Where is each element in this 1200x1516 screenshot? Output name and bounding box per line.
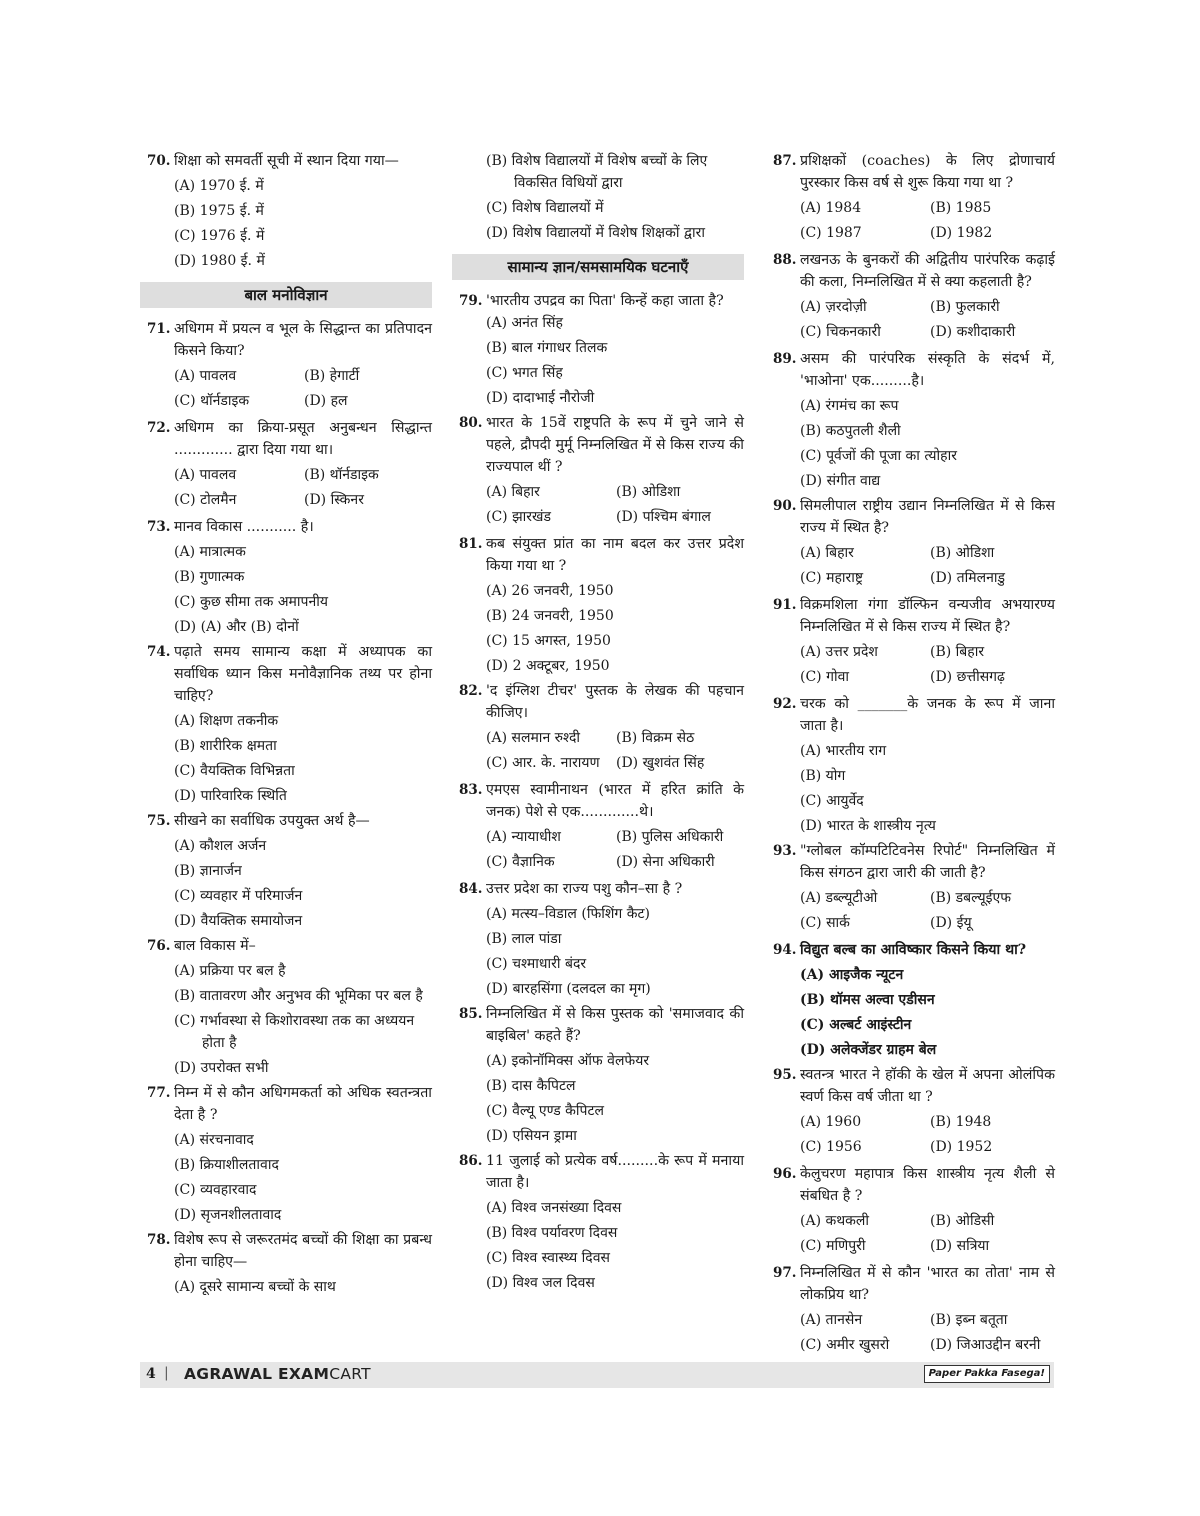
option-c[interactable]: (C) 1956 [800, 1139, 862, 1155]
option-c[interactable]: (C) चिकनकारी [800, 324, 881, 340]
option-b[interactable]: (B) थॉमस अल्वा एडीसन [800, 992, 935, 1008]
option-a[interactable]: (A) ज़रदोज़ी [800, 299, 867, 315]
section-heading: सामान्य ज्ञान/समसामयिक घटनाएँ [452, 254, 744, 280]
option-c[interactable]: (C) 1976 ई. में [174, 228, 265, 244]
question-96: 96. केलुचरण महापात्र किस शास्त्रीय नृत्य शैली से संबधित है ? (A) कथकली (B) ओडिसी (C) मणिपुरी (D) सत्रिया [766, 1163, 1055, 1260]
option-d[interactable]: (D) 1982 [930, 225, 993, 241]
option-d[interactable]: (D) ईयू [930, 915, 972, 931]
option-d[interactable]: (D) (A) और (B) दोनों [174, 619, 299, 635]
option-c[interactable]: (C) आर. के. नारायण [486, 755, 600, 771]
option-a[interactable]: (A) 1970 ई. में [174, 178, 264, 194]
options [800, 395, 1055, 492]
option-a[interactable]: (A) उत्तर प्रदेश [800, 644, 878, 660]
option-a[interactable]: (A) प्रक्रिया पर बल है [174, 963, 286, 979]
option-d[interactable]: (D) 1952 [930, 1139, 993, 1155]
question-page [140, 150, 1055, 1353]
options [486, 312, 744, 409]
option-a[interactable]: (A) न्यायाधीश [486, 829, 561, 845]
footer-separator: | [164, 1365, 169, 1381]
option-a[interactable]: (A) रंगमंच का रूप [800, 398, 899, 414]
option-a[interactable]: (A) मात्रात्मक [174, 544, 246, 560]
page-number: 4 [146, 1366, 156, 1382]
option-c[interactable]: (C) मणिपुरी [800, 1238, 866, 1254]
question-71: 71. अधिगम में प्रयत्न व भूल के सिद्धान्त का प्रतिपादन किसने किया? (A) पावलव (B) हेगार्टी (C) थॉर्नडाइक (D) हल [140, 318, 432, 415]
option-c[interactable]: (C) विशेष विद्यालयों में [486, 200, 604, 216]
option-c[interactable]: (C) विश्व स्वास्थ्य दिवस [486, 1250, 610, 1266]
question-77: 77. निम्न में से कौन अधिगमकर्ता को अधिक स्वतन्त्रता देता है ? (A) संरचनावाद (B) क्रियाशीलतावाद (C) व्यवहारवाद (D) सृजनशीलतावाद [140, 1082, 432, 1226]
options [486, 1197, 744, 1294]
option-b[interactable]: (B) ओडिशा [616, 484, 681, 500]
question-78-continued [452, 150, 744, 244]
option-d[interactable]: (D) तमिलनाडु [930, 570, 1005, 586]
option-b[interactable]: (B) थॉर्नडाइक [304, 467, 379, 483]
option-c[interactable]: (C) चश्माधारी बंदर [486, 956, 587, 972]
options [486, 481, 744, 531]
option-a[interactable]: (A) इकोनॉमिक्स ऑफ वेलफेयर [486, 1053, 650, 1069]
options [486, 1050, 744, 1147]
option-c[interactable]: (C) महाराष्ट्र [800, 570, 864, 586]
options [800, 542, 1055, 592]
question-86: 86. 11 जुलाई को प्रत्येक वर्ष.........के रूप में मनाया जाता है। (A) विश्व जनसंख्या दिवस (B) विश्व पर्यावरण दिवस (C) विश्व स्वास्थ्य दिवस (D) विश्व जल दिवस [452, 1150, 744, 1294]
options [486, 727, 744, 777]
options [174, 175, 432, 272]
question-80: 80. भारत के 15वें राष्ट्रपति के रूप में चुने जाने से पहले, द्रौपदी मुर्मू निम्नलिखित में से किस राज्य की राज्यपाल थीं ? (A) बिहार (B) ओडिशा (C) झारखंड (D) पश्चिम बंगाल [452, 412, 744, 531]
option-b[interactable]: (B) 24 जनवरी, 1950 [486, 608, 614, 624]
column-2 [452, 150, 744, 1297]
options [174, 541, 432, 638]
option-b[interactable]: (B) 1948 [930, 1114, 992, 1130]
question-90: 90. सिमलीपाल राष्ट्रीय उद्यान निम्नलिखित में से किस राज्य में स्थित है? (A) बिहार (B) ओडिशा (C) महाराष्ट्र (D) तमिलनाडु [766, 495, 1055, 592]
option-a[interactable]: (A) शिक्षण तकनीक [174, 713, 279, 729]
option-a[interactable]: (A) पावलव [174, 368, 237, 384]
options [174, 365, 432, 415]
option-d[interactable]: (D) कशीदाकारी [930, 324, 1016, 340]
option-d[interactable]: (D) पश्चिम बंगाल [616, 509, 711, 525]
option-c[interactable]: (C) सार्क [800, 915, 850, 931]
options [800, 296, 1055, 346]
option-a[interactable]: (A) बिहार [486, 484, 540, 500]
options [800, 964, 1055, 1061]
question-70: 70. शिक्षा को समवर्ती सूची में स्थान दिया गया— (A) 1970 ई. में (B) 1975 ई. में (C) 1976 ई. में (D) 1980 ई. में [140, 150, 432, 272]
option-c[interactable]: (C) थॉर्नडाइक [174, 393, 250, 409]
option-c[interactable]: (C) वैयक्तिक विभिन्नता [174, 763, 295, 779]
option-d[interactable]: (D) पारिवारिक स्थिति [174, 788, 287, 804]
question-73: 73. मानव विकास ........... है। (A) मात्रात्मक (B) गुणात्मक (C) कुछ सीमा तक अमापनीय (D) (A) और (B) दोनों [140, 516, 432, 638]
option-a[interactable]: (A) दूसरे सामान्य बच्चों के साथ [174, 1279, 336, 1295]
tagline-badge: Paper Pakka Fasega! [924, 1365, 1050, 1383]
option-d[interactable]: (D) खुशवंत सिंह [616, 755, 705, 771]
option-b[interactable]: (B) दास कैपिटल [486, 1078, 576, 1094]
question-89: 89. असम की पारंपरिक संस्कृति के संदर्भ में, 'भाओना' एक.........है। (A) रंगमंच का रूप (B) कठपुतली शैली (C) पूर्वजों की पूजा का त्योहार (D) संगीत वाद्य [766, 348, 1055, 492]
option-b[interactable]: (B) हेगार्टी [304, 368, 360, 384]
option-d[interactable]: (D) सत्रिया [930, 1238, 990, 1254]
option-d[interactable]: (D) भारत के शास्त्रीय नृत्य [800, 818, 936, 834]
option-b[interactable]: (B) विक्रम सेठ [616, 730, 695, 746]
option-a[interactable]: (A) भारतीय राग [800, 743, 887, 759]
options [486, 903, 744, 1000]
option-b[interactable]: (B) 1985 [930, 200, 992, 216]
option-b[interactable]: (B) बाल गंगाधर तिलक [486, 340, 608, 356]
options [800, 197, 1055, 247]
option-d[interactable]: (D) 1980 ई. में [174, 253, 265, 269]
option-c[interactable]: (C) 1987 [800, 225, 862, 241]
option-d[interactable]: (D) संगीत वाद्य [800, 473, 881, 489]
option-d[interactable]: (D) सृजनशीलतावाद [174, 1207, 282, 1223]
option-b[interactable]: (B) वातावरण और अनुभव की भूमिका पर बल है [174, 988, 423, 1004]
option-c[interactable]: (C) अल्बर्ट आइंस्टीन [800, 1017, 912, 1033]
option-d[interactable]: (D) 2 अक्टूबर, 1950 [486, 658, 610, 674]
section-heading: बाल मनोविज्ञान [140, 282, 432, 308]
option-a[interactable]: (A) 1984 [800, 200, 862, 216]
options [486, 826, 744, 876]
option-a[interactable]: (A) बिहार [800, 545, 854, 561]
question-83: 83. एमएस स्वामीनाथन (भारत में हरित क्रांति के जनक) पेशे से एक.............थे। (A) न्यायाधीश (B) पुलिस अधिकारी (C) वैज्ञानिक (D) सेना अधिकारी [452, 779, 744, 876]
question-93: 93. "ग्लोबल कॉम्पटिटिवनेस रिपोर्ट" निम्नलिखित में किस संगठन द्वारा जारी की जाती है? (A) डब्ल्यूटीओ (B) डबल्यूईएफ (C) सार्क (D) ईयू [766, 840, 1055, 937]
option-b[interactable]: (B) शारीरिक क्षमता [174, 738, 277, 754]
option-c[interactable]: (C) वैज्ञानिक [486, 854, 555, 870]
option-c[interactable]: (C) पूर्वजों की पूजा का त्योहार [800, 448, 957, 464]
option-d[interactable]: (D) एसियन ड्रामा [486, 1128, 577, 1144]
option-c[interactable]: (C) व्यवहारवाद [174, 1182, 257, 1198]
option-d[interactable]: (D) सेना अधिकारी [616, 854, 715, 870]
question-87: 87. प्रशिक्षकों (coaches) के लिए द्रोणाचार्य पुरस्कार किस वर्ष से शुरू किया गया था ? (A) 1984 (B) 1985 (C) 1987 (D) 1982 [766, 150, 1055, 247]
brand-logo: AGRAWAL EXAMCART [184, 1365, 371, 1383]
option-a[interactable]: (A) कौशल अर्जन [174, 838, 267, 854]
column-3 [766, 150, 1055, 1361]
option-d[interactable]: (D) वैयक्तिक समायोजन [174, 913, 303, 929]
option-d[interactable]: (D) हल [304, 393, 348, 409]
question-92: 92. चरक को _______के जनक के रूप में जाना जाता है। (A) भारतीय राग (B) योग (C) आयुर्वेद (D) भारत के शास्त्रीय नृत्य [766, 693, 1055, 837]
question-85: 85. निम्नलिखित में से किस पुस्तक को 'समाजवाद की बाइबिल' कहते हैं? (A) इकोनॉमिक्स ऑफ वेलफेयर (B) दास कैपिटल (C) वैल्यू एण्ड कैपिटल (D) एसियन ड्रामा [452, 1003, 744, 1147]
option-c[interactable]: (C) टोलमैन [174, 492, 237, 508]
option-b[interactable]: (B) फुलकारी [930, 299, 1000, 315]
options [174, 1129, 432, 1226]
option-a[interactable]: (A) आइजैक न्यूटन [800, 967, 904, 983]
question-94: 94. विद्युत बल्ब का आविष्कार किसने किया था? (A) आइजैक न्यूटन (B) थॉमस अल्वा एडीसन (C) अल्बर्ट आइंस्टीन (D) अलेक्जेंडर ग्राहम बेल [766, 939, 1055, 1061]
option-d[interactable]: (D) स्किनर [304, 492, 364, 508]
options [174, 960, 432, 1079]
question-74: 74. पढ़ाते समय सामान्य कक्षा में अध्यापक का सर्वाधिक ध्यान किस मनोवैज्ञानिक तथ्य पर होना चाहिए? (A) शिक्षण तकनीक (B) शारीरिक क्षमता (C) वैयक्तिक विभिन्नता (D) पारिवारिक स्थिति [140, 641, 432, 807]
option-b[interactable]: (B) डबल्यूईएफ [930, 890, 1012, 906]
options [800, 740, 1055, 837]
question-84: 84. उत्तर प्रदेश का राज्य पशु कौन–सा है ? (A) मत्स्य–विडाल (फिशिंग कैट) (B) लाल पांडा (C) चश्माधारी बंदर (D) बारहसिंगा (दलदल का मृग) [452, 878, 744, 1000]
option-a[interactable]: (A) पावलव [174, 467, 237, 483]
option-a[interactable]: (A) अनंत सिंह [486, 315, 563, 331]
option-d[interactable]: (D) जिआउद्दीन बरनी [930, 1337, 1041, 1353]
option-c[interactable]: (C) गोवा [800, 669, 850, 685]
option-b[interactable]: (B) 1975 ई. में [174, 203, 264, 219]
option-c[interactable]: (C) 15 अगस्त, 1950 [486, 633, 611, 649]
options [486, 580, 744, 677]
question-88: 88. लखनऊ के बुनकरों की अद्वितीय पारंपरिक कढ़ाई की कला, निम्नलिखित में से क्या कहलाती है? (A) ज़रदोज़ी (B) फुलकारी (C) चिकनकारी (D) कशीदाकारी [766, 249, 1055, 346]
option-a[interactable]: (A) तानसेन [800, 1312, 863, 1328]
option-d[interactable]: (D) छत्तीसगढ़ [930, 669, 1005, 685]
question-97: 97. निम्नलिखित में से कौन 'भारत का तोता' नाम से लोकप्रिय था? (A) तानसेन (B) इब्न बतूता (C) अमीर खुसरो (D) जिआउद्दीन बरनी [766, 1262, 1055, 1359]
option-a[interactable]: (A) विश्व जनसंख्या दिवस [486, 1200, 622, 1216]
option-a[interactable]: (A) मत्स्य–विडाल (फिशिंग कैट) [486, 906, 651, 922]
option-d[interactable]: (D) बारहसिंगा (दलदल का मृग) [486, 981, 651, 997]
question-78: 78. विशेष रूप से जरूरतमंद बच्चों की शिक्षा का प्रबन्ध होना चाहिए— (A) दूसरे सामान्य बच्चों के साथ [140, 1229, 432, 1298]
question-82: 82. 'द इंग्लिश टीचर' पुस्तक के लेखक की पहचान कीजिए। (A) सलमान रुश्दी (B) विक्रम सेठ (C) आर. के. नारायण (D) खुशवंत सिंह [452, 680, 744, 777]
option-b[interactable]: (B) क्रियाशीलतावाद [174, 1157, 279, 1173]
option-c[interactable]: (C) व्यवहार में परिमार्जन [174, 888, 303, 904]
options [800, 641, 1055, 691]
option-d[interactable]: (D) दादाभाई नौरोजी [486, 390, 595, 406]
options [800, 1210, 1055, 1260]
option-b[interactable]: (B) विशेष विद्यालयों में विशेष बच्चों के लिए विकसित विधियों द्वारा [486, 153, 708, 191]
option-a[interactable]: (A) कथकली [800, 1213, 870, 1229]
option-c[interactable]: (C) गर्भावस्था से किशोरावस्था तक का अध्ययन होता है [174, 1013, 415, 1051]
option-c[interactable]: (C) कुछ सीमा तक अमापनीय [174, 594, 328, 610]
column-1 [140, 150, 432, 1301]
option-d[interactable]: (D) उपरोक्त सभी [174, 1060, 269, 1076]
option-b[interactable]: (B) ओडिशा [930, 545, 995, 561]
option-b[interactable]: (B) बिहार [930, 644, 985, 660]
option-d[interactable]: (D) अलेक्जेंडर ग्राहम बेल [800, 1042, 937, 1058]
option-c[interactable]: (C) भगत सिंह [486, 365, 563, 381]
question-91: 91. विक्रमशिला गंगा डॉल्फिन वन्यजीव अभयारण्य निम्नलिखित में से किस राज्य में स्थित है? (A) उत्तर प्रदेश (B) बिहार (C) गोवा (D) छत्तीसगढ़ [766, 594, 1055, 691]
options [174, 710, 432, 807]
options [800, 1111, 1055, 1161]
option-b[interactable]: (B) ज्ञानार्जन [174, 863, 242, 879]
question-75: 75. सीखने का सर्वाधिक उपयुक्त अर्थ है— (A) कौशल अर्जन (B) ज्ञानार्जन (C) व्यवहार में परिमार्जन (D) वैयक्तिक समायोजन [140, 810, 432, 932]
option-c[interactable]: (C) अमीर खुसरो [800, 1337, 890, 1353]
option-b[interactable]: (B) इब्न बतूता [930, 1312, 1008, 1328]
page-footer [140, 1362, 1054, 1388]
option-c[interactable]: (C) आयुर्वेद [800, 793, 864, 809]
option-b[interactable]: (B) लाल पांडा [486, 931, 562, 947]
option-b[interactable]: (B) ओडिसी [930, 1213, 995, 1229]
option-c[interactable]: (C) वैल्यू एण्ड कैपिटल [486, 1103, 605, 1119]
question-95: 95. स्वतन्त्र भारत ने हॉकी के खेल में अपना ओलंपिक स्वर्ण किस वर्ष जीता था ? (A) 1960 (B) 1948 (C) 1956 (D) 1952 [766, 1064, 1055, 1161]
question-79: 79. 'भारतीय उपद्रव का पिता' किन्हें कहा जाता है? (A) अनंत सिंह (B) बाल गंगाधर तिलक (C) भगत सिंह (D) दादाभाई नौरोजी [452, 290, 744, 409]
option-a[interactable]: (A) 1960 [800, 1114, 862, 1130]
options [174, 835, 432, 932]
question-72: 72. अधिगम का क्रिया-प्रसूत अनुबन्धन सिद्धान्त ............. द्वारा दिया गया था। (A) पावलव (B) थॉर्नडाइक (C) टोलमैन (D) स्किनर [140, 417, 432, 514]
option-a[interactable]: (A) डब्ल्यूटीओ [800, 890, 878, 906]
option-a[interactable]: (A) सलमान रुश्दी [486, 730, 581, 746]
option-d[interactable]: (D) विश्व जल दिवस [486, 1275, 595, 1291]
question-76: 76. बाल विकास में– (A) प्रक्रिया पर बल है (B) वातावरण और अनुभव की भूमिका पर बल है (C) गर्भावस्था से किशोरावस्था तक का अध्ययन होता है (D) उपरोक्त सभी [140, 935, 432, 1079]
option-c[interactable]: (C) झारखंड [486, 509, 551, 525]
option-b[interactable]: (B) कठपुतली शैली [800, 423, 901, 439]
options [174, 1276, 432, 1298]
option-a[interactable]: (A) संरचनावाद [174, 1132, 254, 1148]
option-a[interactable]: (A) 26 जनवरी, 1950 [486, 583, 614, 599]
question-81: 81. कब संयुक्त प्रांत का नाम बदल कर उत्तर प्रदेश किया गया था ? (A) 26 जनवरी, 1950 (B) 24 जनवरी, 1950 (C) 15 अगस्त, 1950 (D) 2 अक्टूबर, 1950 [452, 533, 744, 677]
option-b[interactable]: (B) गुणात्मक [174, 569, 245, 585]
option-b[interactable]: (B) पुलिस अधिकारी [616, 829, 724, 845]
options [800, 1309, 1055, 1359]
option-b[interactable]: (B) योग [800, 768, 846, 784]
options [486, 150, 744, 244]
options [174, 464, 432, 514]
option-b[interactable]: (B) विश्व पर्यावरण दिवस [486, 1225, 618, 1241]
option-d[interactable]: (D) विशेष विद्यालयों में विशेष शिक्षकों द्वारा [486, 225, 705, 241]
options [800, 887, 1055, 937]
